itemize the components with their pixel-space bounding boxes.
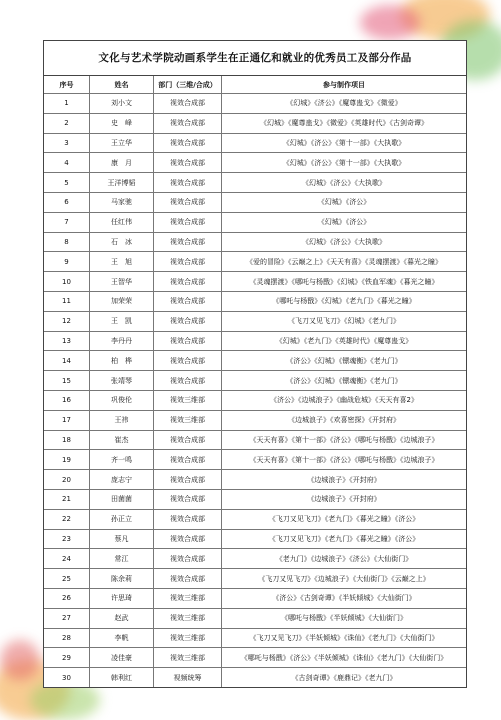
cell-name: 许思琦 — [90, 589, 154, 608]
cell-name: 庞志宁 — [90, 470, 154, 489]
cell-dept: 视效合成部 — [154, 470, 222, 489]
cell-projects: 《济公》《边城浪子》《幽战危城》《天天有喜2》 — [270, 396, 418, 405]
table-row — [44, 648, 466, 668]
cell-dept: 视效合成部 — [154, 193, 222, 212]
cell-name: 马家驰 — [90, 193, 154, 212]
cell-no: 6 — [44, 193, 90, 212]
cell-no: 25 — [44, 569, 90, 588]
cell-no: 5 — [44, 173, 90, 192]
header-no: 序号 — [44, 76, 90, 93]
cell-projects: 《天天有喜》《第十一部》《济公》《哪吒与杨戬》《边城浪子》 — [249, 435, 439, 444]
table-title: 文化与艺术学院动画系学生在正通亿和就业的优秀员工及部分作品 — [44, 41, 466, 76]
cell-name: 崔杰 — [90, 431, 154, 450]
cell-name: 史 峰 — [90, 114, 154, 133]
cell-dept: 视效合成部 — [154, 530, 222, 549]
cell-no: 9 — [44, 252, 90, 271]
cell-dept: 视效合成部 — [154, 94, 222, 113]
cell-no: 30 — [44, 668, 90, 687]
cell-projects: 《老九门》《边城浪子》《济公》《大仙街门》 — [275, 554, 413, 563]
cell-name: 加荣荣 — [90, 292, 154, 311]
cell-name: 王立华 — [90, 134, 154, 153]
cell-no: 2 — [44, 114, 90, 133]
cell-projects: 《飞刀又见飞刀》《边城浪子》《大仙街门》《云巅之上》 — [258, 574, 430, 583]
cell-no: 27 — [44, 609, 90, 628]
table-row — [44, 134, 466, 154]
header-projects: 参与制作项目 — [323, 80, 365, 89]
cell-no: 22 — [44, 510, 90, 529]
cell-dept: 视效合成部 — [154, 549, 222, 568]
cell-projects: 《飞刀又见飞刀》《老九门》《暮光之瞳》《济公》 — [268, 515, 420, 524]
cell-dept: 视效三维部 — [154, 629, 222, 648]
cell-no: 13 — [44, 332, 90, 351]
table-row — [44, 292, 466, 312]
header-dept: 部门（三维/合成） — [154, 76, 222, 93]
cell-projects: 《飞刀又见飞刀》《半妖倾城》《诛仙》《老九门》《大仙街门》 — [249, 633, 439, 642]
table-row — [44, 431, 466, 451]
table-row — [44, 629, 466, 649]
cell-dept: 视效合成部 — [154, 332, 222, 351]
cell-dept: 视效三维部 — [154, 609, 222, 628]
cell-projects: 《天天有喜》《第十一部》《济公》《哪吒与杨戬》《边城浪子》 — [249, 455, 439, 464]
cell-dept: 视效三维部 — [154, 589, 222, 608]
cell-no: 28 — [44, 629, 90, 648]
table-row — [44, 371, 466, 391]
cell-name: 柏 桦 — [90, 351, 154, 370]
cell-projects: 《幻城》《济公》《第十一部》《大执歌》 — [282, 158, 406, 167]
cell-name: 陈余莉 — [90, 569, 154, 588]
table-row — [44, 153, 466, 173]
cell-no: 16 — [44, 391, 90, 410]
cell-no: 29 — [44, 648, 90, 667]
cell-dept: 视效合成部 — [154, 252, 222, 271]
cell-no: 10 — [44, 272, 90, 291]
cell-projects: 《幻城》《老九门》《英雄时代》《魔尊蛊戈》 — [275, 336, 413, 345]
cell-projects: 《幻城》《济公》 — [317, 198, 371, 207]
cell-dept: 视效合成部 — [154, 431, 222, 450]
table-header-row — [44, 76, 466, 94]
cell-dept: 视效合成部 — [154, 292, 222, 311]
cell-name: 李丹丹 — [90, 332, 154, 351]
header-name: 姓名 — [90, 76, 154, 93]
cell-dept: 视效合成部 — [154, 153, 222, 172]
cell-no: 7 — [44, 213, 90, 232]
cell-name: 孙正立 — [90, 510, 154, 529]
table-row — [44, 213, 466, 233]
cell-name: 田菌菌 — [90, 490, 154, 509]
cell-name: 凌佳豪 — [90, 648, 154, 667]
table-row — [44, 391, 466, 411]
cell-no: 14 — [44, 351, 90, 370]
cell-name: 任红伟 — [90, 213, 154, 232]
cell-name: 齐一鸣 — [90, 450, 154, 469]
cell-projects: 《幻城》《济公》《大执歌》 — [302, 237, 386, 246]
cell-no: 12 — [44, 312, 90, 331]
cell-projects: 《幻城》《济公》《魔尊蛊戈》《微爱》 — [286, 99, 402, 108]
cell-dept: 视效三维部 — [154, 648, 222, 667]
cell-no: 11 — [44, 292, 90, 311]
table-row — [44, 351, 466, 371]
cell-name: 蔡凡 — [90, 530, 154, 549]
table-row — [44, 252, 466, 272]
cell-no: 24 — [44, 549, 90, 568]
cell-name: 王洋博韬 — [90, 173, 154, 192]
cell-projects: 《爱的冒险》《云巅之上》《天天有喜》《灵魂摆渡》《暮光之瞳》 — [246, 257, 442, 266]
cell-projects: 《哪吒与杨戬》《济公》《半妖倾城》《诛仙》《老九门》《大仙街门》 — [240, 653, 448, 662]
cell-projects: 《济公》《幻城》《镖魂衡》《老九门》 — [286, 356, 402, 365]
cell-dept: 视效合成部 — [154, 510, 222, 529]
cell-name: 张靖琴 — [90, 371, 154, 390]
cell-dept: 视效合成部 — [154, 173, 222, 192]
cell-dept: 视效合成部 — [154, 213, 222, 232]
table-row — [44, 193, 466, 213]
table-row — [44, 549, 466, 569]
cell-no: 18 — [44, 431, 90, 450]
table-row — [44, 450, 466, 470]
table-row — [44, 411, 466, 431]
table-row — [44, 668, 466, 687]
table-row — [44, 173, 466, 193]
cell-projects: 《边城浪子》《开封府》 — [307, 495, 381, 504]
cell-no: 15 — [44, 371, 90, 390]
cell-projects: 《边城浪子》《欢喜密探》《开封府》 — [288, 416, 400, 425]
cell-projects: 《飞刀又见飞刀》《幻城》《老九门》 — [288, 317, 400, 326]
cell-name: 康 月 — [90, 153, 154, 172]
table-row — [44, 470, 466, 490]
cell-dept: 视效合成部 — [154, 371, 222, 390]
cell-projects: 《幻城》《济公》 — [317, 218, 371, 227]
cell-dept: 视频统筹 — [154, 668, 222, 687]
cell-name: 王智华 — [90, 272, 154, 291]
cell-name: 赵武 — [90, 609, 154, 628]
cell-name: 石 冰 — [90, 233, 154, 252]
cell-name: 李帆 — [90, 629, 154, 648]
cell-projects: 《济公》《幻城》《镖魂衡》《老九门》 — [286, 376, 402, 385]
cell-dept: 视效合成部 — [154, 569, 222, 588]
employee-table — [43, 40, 467, 688]
cell-no: 21 — [44, 490, 90, 509]
cell-no: 20 — [44, 470, 90, 489]
cell-no: 17 — [44, 411, 90, 430]
table-row — [44, 94, 466, 114]
cell-name: 王 旭 — [90, 252, 154, 271]
cell-dept: 视效合成部 — [154, 233, 222, 252]
table-row — [44, 510, 466, 530]
cell-projects: 《幻城》《魔尊蛊戈》《微爱》《英雄时代》《古剑奇谭》 — [260, 119, 428, 128]
paint-splash-bottom — [0, 640, 40, 680]
table-row — [44, 233, 466, 253]
cell-name: 巩俊伦 — [90, 391, 154, 410]
cell-dept: 视效合成部 — [154, 114, 222, 133]
cell-no: 23 — [44, 530, 90, 549]
cell-dept: 视效合成部 — [154, 272, 222, 291]
table-body — [44, 94, 466, 687]
table-row — [44, 114, 466, 134]
cell-dept: 视效三维部 — [154, 391, 222, 410]
cell-dept: 视效三维部 — [154, 411, 222, 430]
cell-projects: 《古剑奇谭》《鹿鼎记》《老九门》 — [291, 673, 397, 682]
cell-name: 韩利红 — [90, 668, 154, 687]
cell-no: 4 — [44, 153, 90, 172]
table-row — [44, 569, 466, 589]
cell-no: 1 — [44, 94, 90, 113]
cell-projects: 《灵魂摆渡》《哪吒与杨戬》《幻城》《铁血军魂》《暮光之瞳》 — [249, 277, 439, 286]
cell-no: 19 — [44, 450, 90, 469]
cell-projects: 《幻城》《济公》《第十一部》《大执歌》 — [282, 138, 406, 147]
cell-no: 8 — [44, 233, 90, 252]
cell-projects: 《济公》《古剑奇谭》《半妖倾城》《大仙街门》 — [272, 594, 416, 603]
cell-name: 常江 — [90, 549, 154, 568]
table-row — [44, 272, 466, 292]
cell-projects: 《飞刀又见飞刀》《老九门》《暮光之瞳》《济公》 — [268, 534, 420, 543]
cell-projects: 《哪吒与杨戬》《幻城》《老九门》《暮光之瞳》 — [272, 297, 416, 306]
cell-dept: 视效合成部 — [154, 450, 222, 469]
cell-projects: 《幻城》《济公》《大执歌》 — [302, 178, 386, 187]
cell-dept: 视效合成部 — [154, 490, 222, 509]
table-row — [44, 312, 466, 332]
table-row — [44, 490, 466, 510]
table-row — [44, 609, 466, 629]
cell-projects: 《边城浪子》《开封府》 — [307, 475, 381, 484]
paint-splash-top — [360, 5, 420, 40]
table-row — [44, 589, 466, 609]
cell-name: 王祎 — [90, 411, 154, 430]
table-row — [44, 530, 466, 550]
cell-dept: 视效合成部 — [154, 351, 222, 370]
table-row — [44, 332, 466, 352]
cell-name: 王 凯 — [90, 312, 154, 331]
cell-no: 3 — [44, 134, 90, 153]
cell-projects: 《哪吒与杨戬》《半妖倾城》《大仙街门》 — [281, 614, 407, 623]
cell-name: 刘小文 — [90, 94, 154, 113]
cell-no: 26 — [44, 589, 90, 608]
cell-dept: 视效合成部 — [154, 312, 222, 331]
cell-dept: 视效合成部 — [154, 134, 222, 153]
